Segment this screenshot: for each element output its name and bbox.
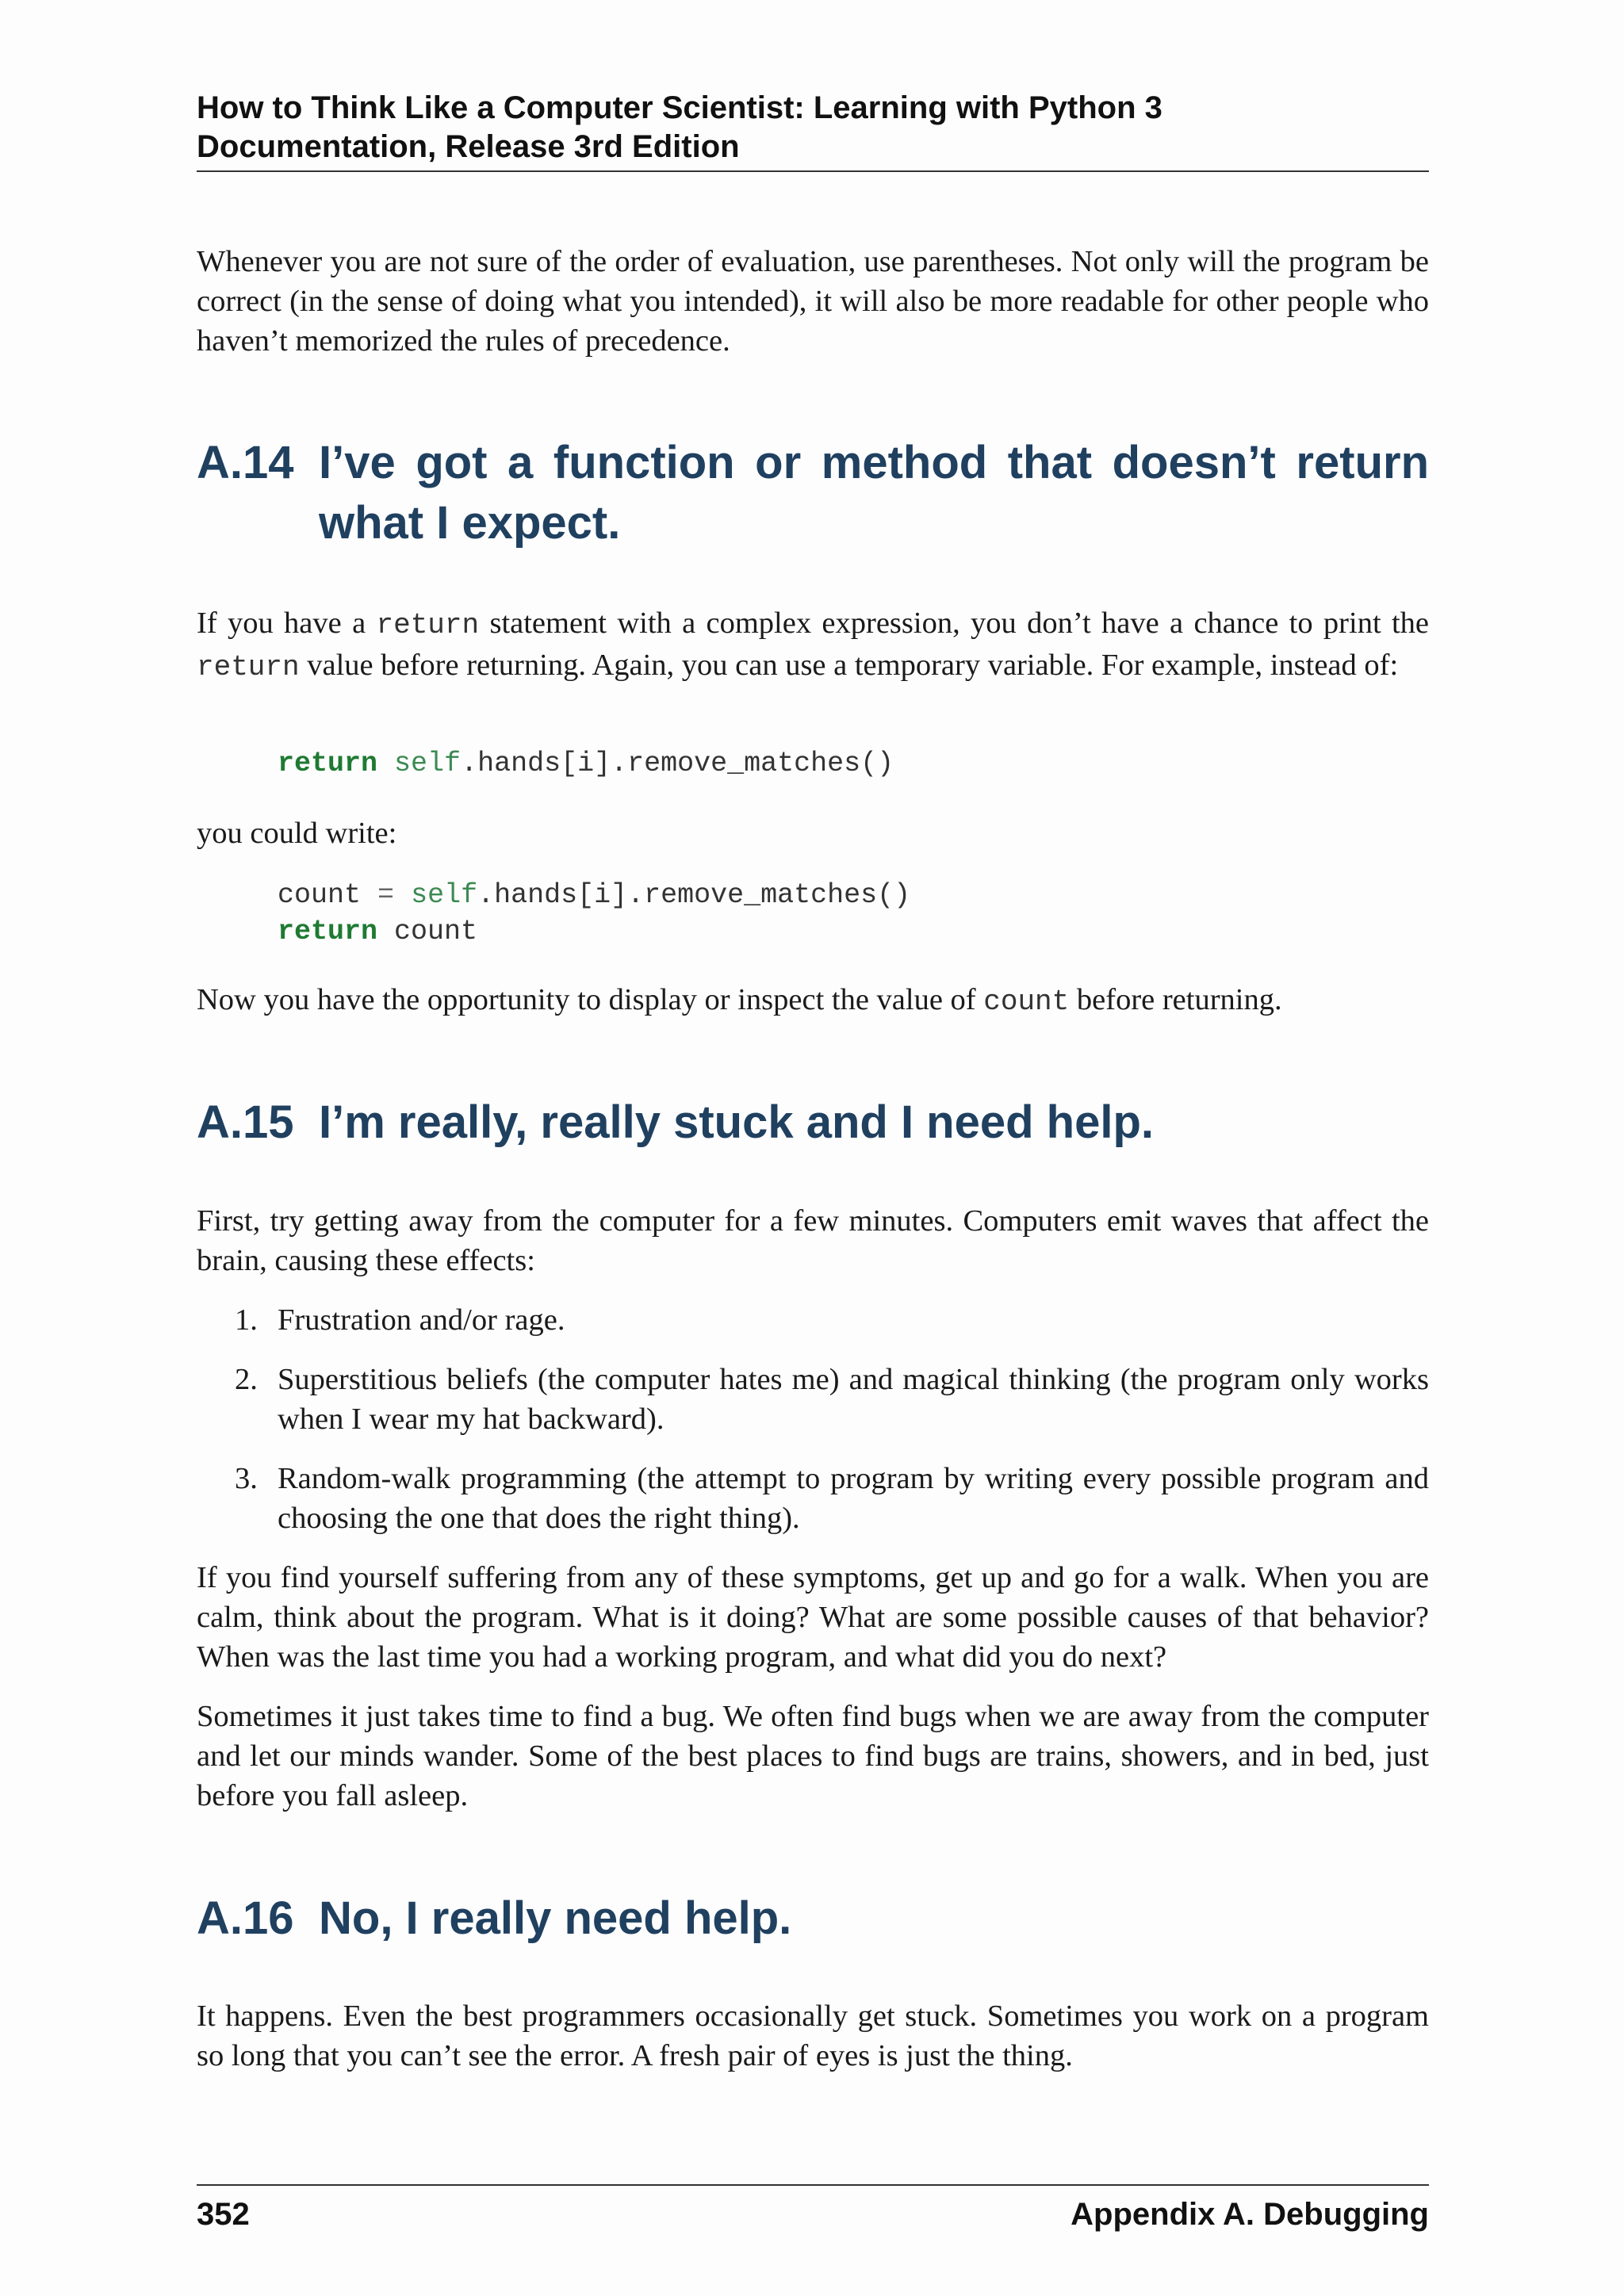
list-text: Frustration and/or rage. [278, 1303, 565, 1337]
code-self: self [411, 879, 478, 911]
section-number: A.16 [197, 1892, 294, 1944]
inline-code-count: count [983, 985, 1070, 1018]
list-text: Random-walk programming (the attempt to program by writing every possible program and choosing the one that does the right thing). [278, 1462, 1429, 1535]
code-text: .hands[i].remove_matches() [461, 748, 894, 779]
footer-rule [197, 2184, 1429, 2186]
text-run: statement with a complex expression, you don’t have a chance to print the [479, 607, 1430, 640]
document-page [197, 0, 1429, 2296]
inline-code-return: return [376, 609, 480, 641]
code-self: self [394, 748, 462, 779]
list-text: Superstitious beliefs (the computer hates me) and magical thinking (the program only works when I wear my hat backward). [278, 1363, 1429, 1436]
code-block-2 [278, 877, 910, 950]
a14-paragraph-3 [197, 980, 1429, 1022]
section-title: No, I really need help. [319, 1892, 792, 1944]
a14-paragraph-2: you could write: [197, 817, 397, 850]
list-number: 3. [235, 1462, 258, 1495]
section-heading-a14 [197, 433, 1429, 553]
a15-paragraph-1: First, try getting away from the computer for a few minutes. Computers emit waves that affect the brain, causing these effects: [197, 1204, 1429, 1277]
section-heading-a16 [197, 1888, 1429, 1949]
list-number: 1. [235, 1303, 258, 1337]
text-run: If you have a [197, 607, 377, 640]
section-title: I’ve got a function or method that doesn’t return what I expect. [319, 437, 1429, 549]
text-run: value before returning. Again, you can use a temporary variable. For example, instead of: [299, 649, 1399, 682]
section-title: I’m really, really stuck and I need help. [319, 1096, 1155, 1148]
chapter-label: Appendix A. Debugging [1071, 2197, 1429, 2232]
text-run: before returning. [1069, 983, 1282, 1016]
inline-code-return: return [197, 651, 300, 683]
code-operator: = [377, 879, 395, 911]
header-rule [197, 170, 1429, 172]
code-keyword: return [278, 916, 378, 947]
section-number: A.15 [197, 1096, 294, 1148]
code-block-1 [278, 745, 894, 782]
code-text: .hands[i].remove_matches() [477, 879, 911, 911]
a15-paragraph-2: If you find yourself suffering from any of these symptoms, get up and go for a walk. When you are calm, think about the program. What is it doing? What are some possible causes of that behavior? When was the last time you had a working program, and what did you do next? [197, 1561, 1429, 1674]
running-header-line-2: Documentation, Release 3rd Edition [197, 129, 740, 164]
running-header-line-1: How to Think Like a Computer Scientist: Learning with Python 3 [197, 90, 1162, 125]
section-number: A.14 [197, 437, 294, 488]
code-variable: count [394, 916, 478, 947]
code-keyword: return [278, 748, 378, 779]
list-number: 2. [235, 1363, 258, 1396]
a16-paragraph-1: It happens. Even the best programmers occasionally get stuck. Sometimes you work on a program so long that you can’t see the error. A fresh pair of eyes is just the thing. [197, 1999, 1429, 2072]
page-number: 352 [197, 2197, 250, 2232]
a14-paragraph-1 [197, 603, 1429, 687]
section-heading-a15 [197, 1093, 1429, 1153]
text-run: Now you have the opportunity to display or inspect the value of [197, 983, 984, 1016]
a15-paragraph-3: Sometimes it just takes time to find a bug. We often find bugs when we are away from the computer and let our minds wander. Some of the best places to find bugs are trains, showers, and in bed, just before you fall asleep. [197, 1700, 1429, 1812]
intro-paragraph: Whenever you are not sure of the order of evaluation, use parentheses. Not only will the program be correct (in the sense of doing what you intended), it will also be more readable for other people who haven’t memorized the rules of precedence. [197, 245, 1429, 358]
code-variable: count [278, 879, 362, 911]
running-header [197, 89, 1429, 166]
